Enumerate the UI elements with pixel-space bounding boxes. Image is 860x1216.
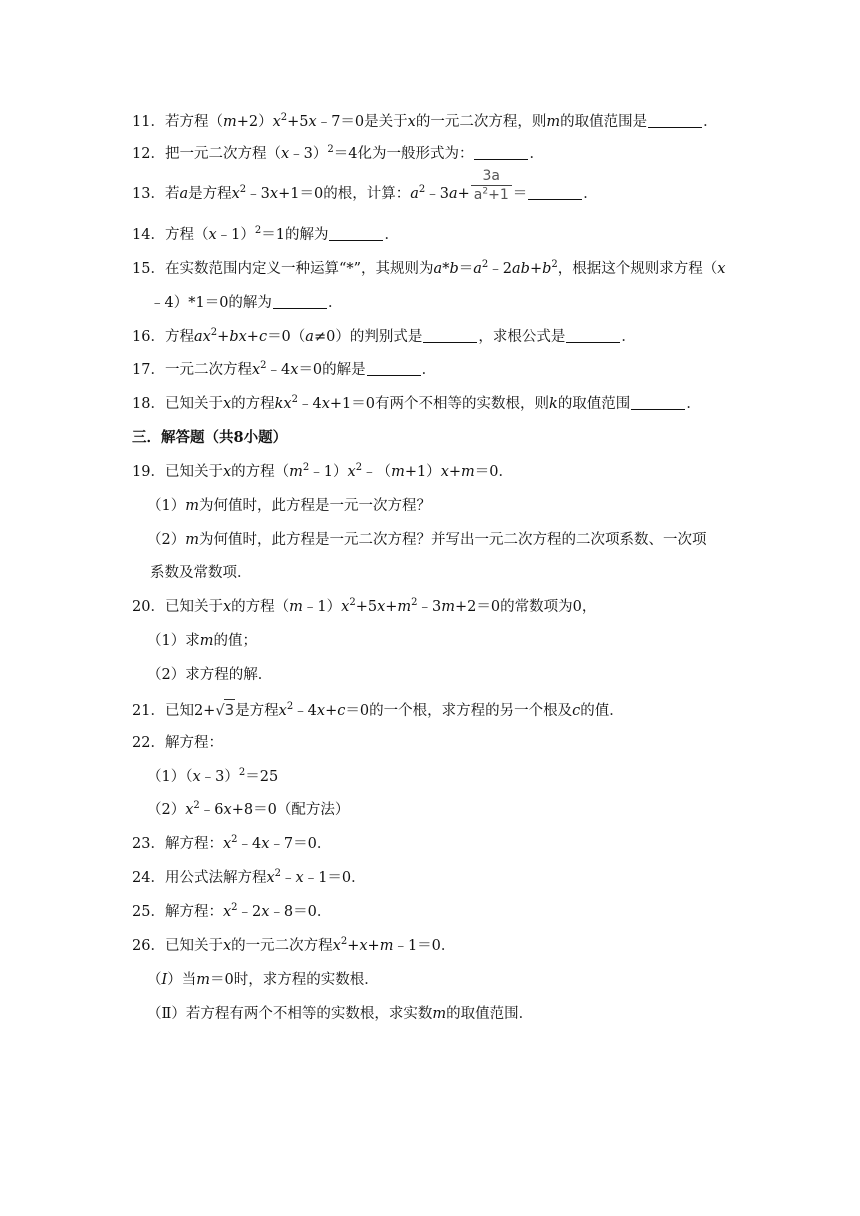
question-19-part-2-continued: 系数及常数项． bbox=[150, 565, 252, 581]
question-19-part-1: （1）m为何值时，此方程是一元一次方程？ bbox=[147, 498, 431, 514]
question-26: 26．已知关于x的一元二次方程$x^2+x+m﹣1=0$． bbox=[132, 936, 456, 954]
answer-blank bbox=[631, 395, 685, 410]
question-20-part-2: （2）求方程的解． bbox=[147, 667, 273, 683]
answer-blank bbox=[648, 113, 702, 128]
answer-blank bbox=[329, 226, 383, 241]
answer-blank bbox=[528, 185, 582, 200]
question-13: 13．若a是方程$x^2﹣3x+1=0$的根，计算：$a^2﹣3a+$ $\frac{3a}{a^2+1}$ ＝ ． bbox=[132, 167, 598, 203]
answer-blank bbox=[474, 145, 528, 160]
answer-blank bbox=[423, 328, 477, 343]
sqrt-symbol: √3 bbox=[215, 701, 235, 719]
question-20-part-1: （1）求m的值； bbox=[147, 633, 257, 649]
question-25: 25．解方程：$x^2﹣2x﹣8=0$． bbox=[132, 902, 332, 920]
question-26-part-2: （Ⅱ）若方程有两个不相等的实数根，求实数m的取值范围． bbox=[147, 1006, 534, 1022]
question-22: 22．解方程： bbox=[132, 735, 223, 751]
question-14: 14．方程（x﹣1）$^2$＝1的解为 ． bbox=[132, 225, 399, 243]
answer-blank bbox=[566, 328, 620, 343]
question-22-part-1: （1）（x﹣3）$^2$＝25 bbox=[147, 767, 279, 785]
question-15-continued: ﹣4）*1＝0的解为 ． bbox=[150, 295, 343, 311]
question-23: 23．解方程：$x^2﹣4x﹣7=0$． bbox=[132, 834, 332, 852]
question-24: 24．用公式法解方程$x^2﹣x﹣1=0$． bbox=[132, 868, 366, 886]
question-18: 18．已知关于x的方程$kx^2﹣4x+1=0$有两个不相等的实数根，则k的取值范围 ． bbox=[132, 394, 701, 412]
question-19-part-2: （2）m为何值时，此方程是一元二次方程？并写出一元二次方程的二次项系数、一次项 bbox=[147, 532, 707, 548]
question-22-part-2: $(2)x^2﹣6x+8=0$（配方法） bbox=[147, 800, 350, 818]
answer-blank bbox=[273, 294, 327, 309]
question-16: 16．方程$ax^2+bx+c=0(a\ne 0)$的判别式是 ，求根公式是 ． bbox=[132, 327, 636, 345]
section-heading: 三．解答题（共8小题） bbox=[132, 429, 288, 446]
question-11: 11．若方程$(m+2)x^2+5x﹣7=0$是关于x的一元二次方程，则m的取值范围是 ． bbox=[132, 112, 718, 130]
question-17: 17．一元二次方程$x^2﹣4x=0$的解是 ． bbox=[132, 360, 437, 378]
question-15: 15．在实数范围内定义一种运算“*”，其规则为$a*b=a^2﹣2ab+b^2$，根据这个规则求方程（x bbox=[132, 259, 726, 277]
fraction-image: $\frac{3a}{a^2+1}$ bbox=[471, 167, 512, 204]
answer-blank bbox=[367, 361, 421, 376]
question-21: 21．已知2+√3是方程$x^2﹣4x+c=0$的一个根，求方程的另一个根及c的值． bbox=[132, 701, 624, 719]
question-26-part-1: （I）当m＝0时，求方程的实数根． bbox=[147, 972, 379, 988]
question-20: 20．已知关于x的方程$(m﹣1)x^2+5x+m^2﹣3m+2=0$的常数项为0， bbox=[132, 597, 597, 615]
question-12: 12．把一元二次方程（x﹣3）$^2$＝4化为一般形式为： ． bbox=[132, 144, 544, 162]
question-19: 19．已知关于x的方程$(m^2﹣1)x^2﹣(m+1)x+m=0$． bbox=[132, 462, 514, 480]
